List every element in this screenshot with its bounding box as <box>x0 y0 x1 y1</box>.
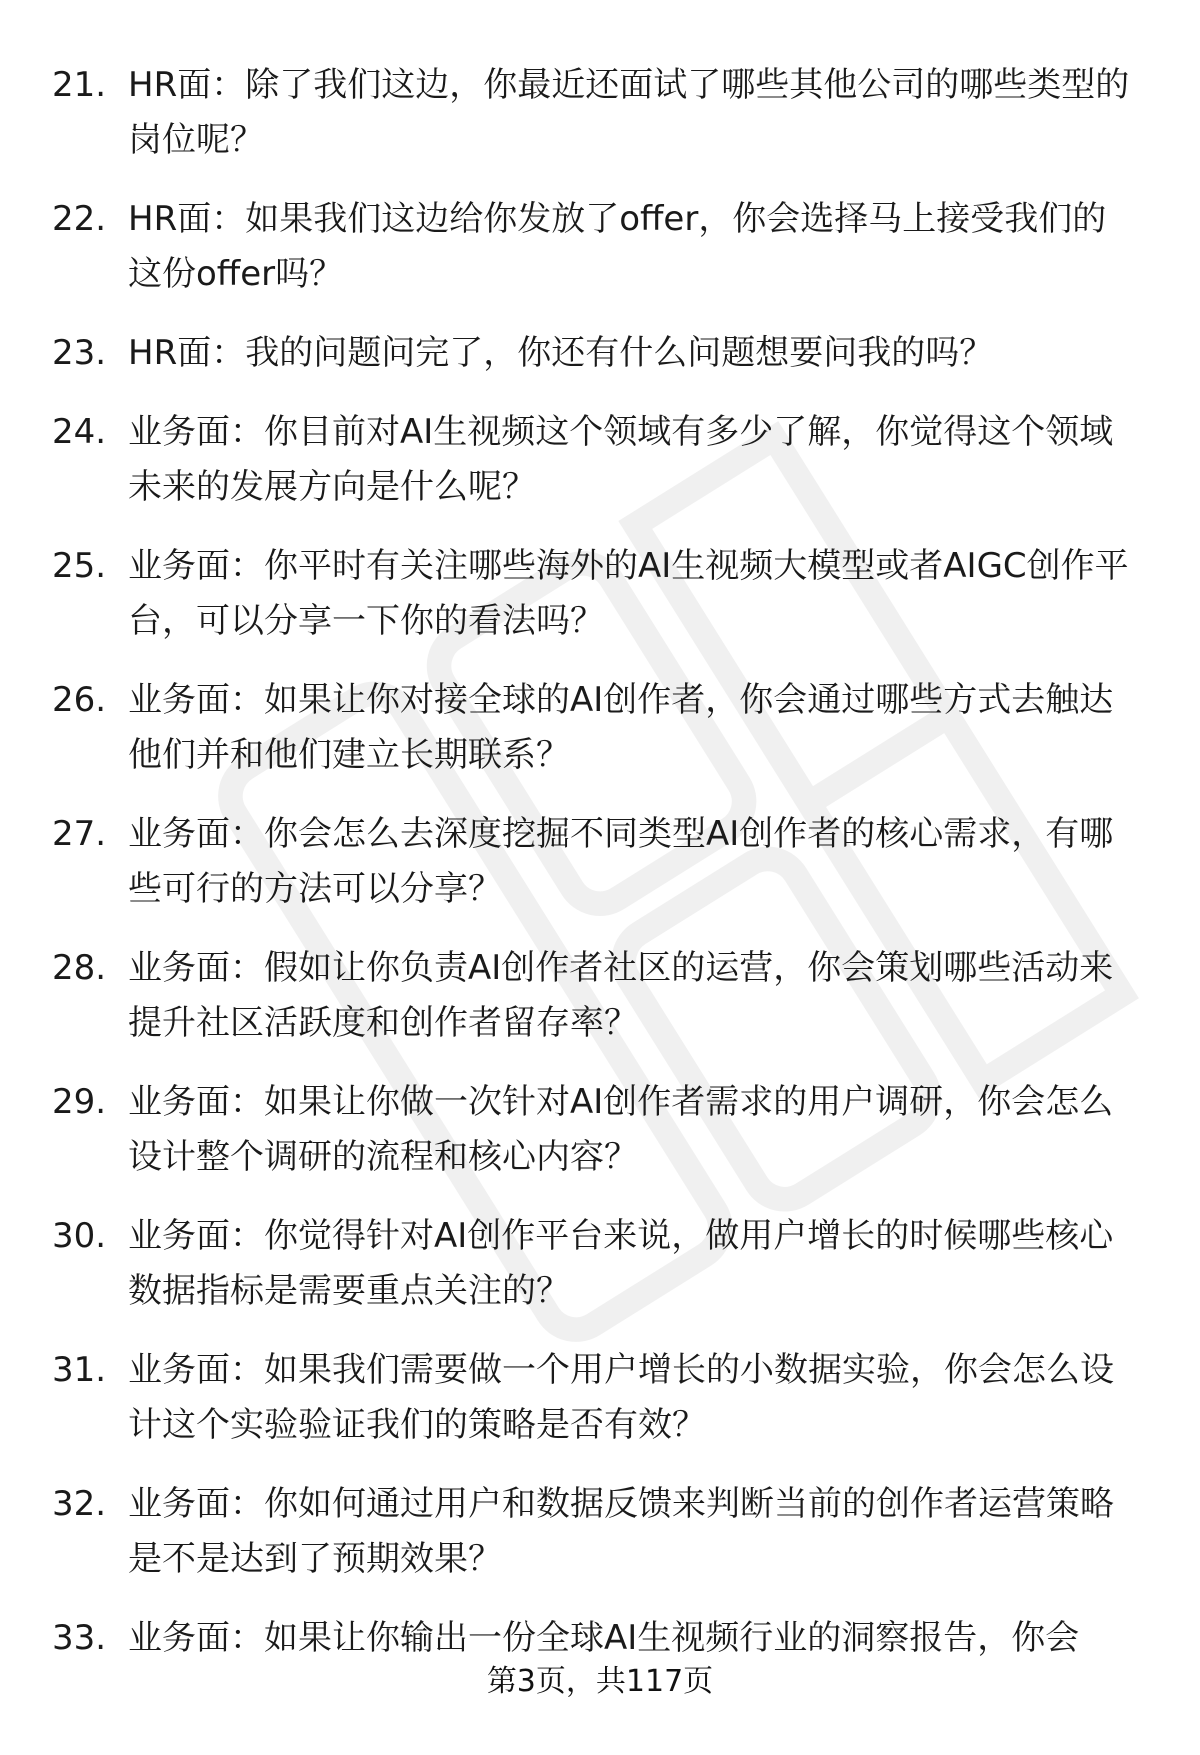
list-item <box>0 807 1200 917</box>
question-number: 27. <box>52 814 107 854</box>
question-text: 业务面：你会怎么去深度挖掘不同类型AI创作者的核心需求，有哪些可行的方法可以分享？ <box>128 814 1114 909</box>
page-footer: 第3页，共117页 <box>486 1664 714 1699</box>
question-number: 25. <box>52 546 107 586</box>
list-item <box>0 326 1200 381</box>
question-number: 22. <box>52 199 107 239</box>
question-text: 业务面：如果让你对接全球的AI创作者，你会通过哪些方式去触达他们并和他们建立长期联系？ <box>128 680 1114 775</box>
list-item <box>0 539 1200 649</box>
question-text: 业务面：你如何通过用户和数据反馈来判断当前的创作者运营策略是不是达到了预期效果？ <box>128 1484 1114 1579</box>
question-number: 30. <box>52 1216 107 1256</box>
question-number: 24. <box>52 412 107 452</box>
question-number: 26. <box>52 680 107 720</box>
question-text: HR面：我的问题问完了，你还有什么问题想要问我的吗？ <box>128 333 994 373</box>
question-text: 业务面：假如让你负责AI创作者社区的运营，你会策划哪些活动来提升社区活跃度和创作者留存率？ <box>128 948 1114 1043</box>
question-text: 业务面：你平时有关注哪些海外的AI生视频大模型或者AIGC创作平台，可以分享一下你的看法吗？ <box>128 546 1129 641</box>
question-number: 32. <box>52 1484 107 1524</box>
list-item <box>0 1477 1200 1587</box>
question-text: 业务面：如果让你输出一份全球AI生视频行业的洞察报告，你会 <box>128 1618 1080 1658</box>
list-item <box>0 192 1200 302</box>
list-item <box>0 1075 1200 1185</box>
question-list <box>0 58 1200 1690</box>
question-number: 21. <box>52 65 107 105</box>
question-number: 23. <box>52 333 107 373</box>
question-number: 31. <box>52 1350 107 1390</box>
list-item <box>0 1343 1200 1453</box>
question-text: 业务面：如果我们需要做一个用户增长的小数据实验，你会怎么设计这个实验验证我们的策略是否有效？ <box>128 1350 1114 1445</box>
question-text: 业务面：你觉得针对AI创作平台来说，做用户增长的时候哪些核心数据指标是需要重点关注的？ <box>128 1216 1114 1311</box>
question-number: 33. <box>52 1618 107 1658</box>
list-item <box>0 58 1200 168</box>
question-text: 业务面：你目前对AI生视频这个领域有多少了解，你觉得这个领域未来的发展方向是什么呢？ <box>128 412 1114 507</box>
question-number: 29. <box>52 1082 107 1122</box>
question-text: 业务面：如果让你做一次针对AI创作者需求的用户调研，你会怎么设计整个调研的流程和核心内容？ <box>128 1082 1114 1177</box>
list-item <box>0 1611 1200 1666</box>
list-item <box>0 941 1200 1051</box>
list-item <box>0 405 1200 515</box>
question-text: HR面：除了我们这边，你最近还面试了哪些其他公司的哪些类型的岗位呢？ <box>128 65 1130 160</box>
list-item <box>0 673 1200 783</box>
question-text: HR面：如果我们这边给你发放了offer，你会选择马上接受我们的这份offer吗？ <box>128 199 1107 294</box>
list-item <box>0 1209 1200 1319</box>
question-number: 28. <box>52 948 107 988</box>
